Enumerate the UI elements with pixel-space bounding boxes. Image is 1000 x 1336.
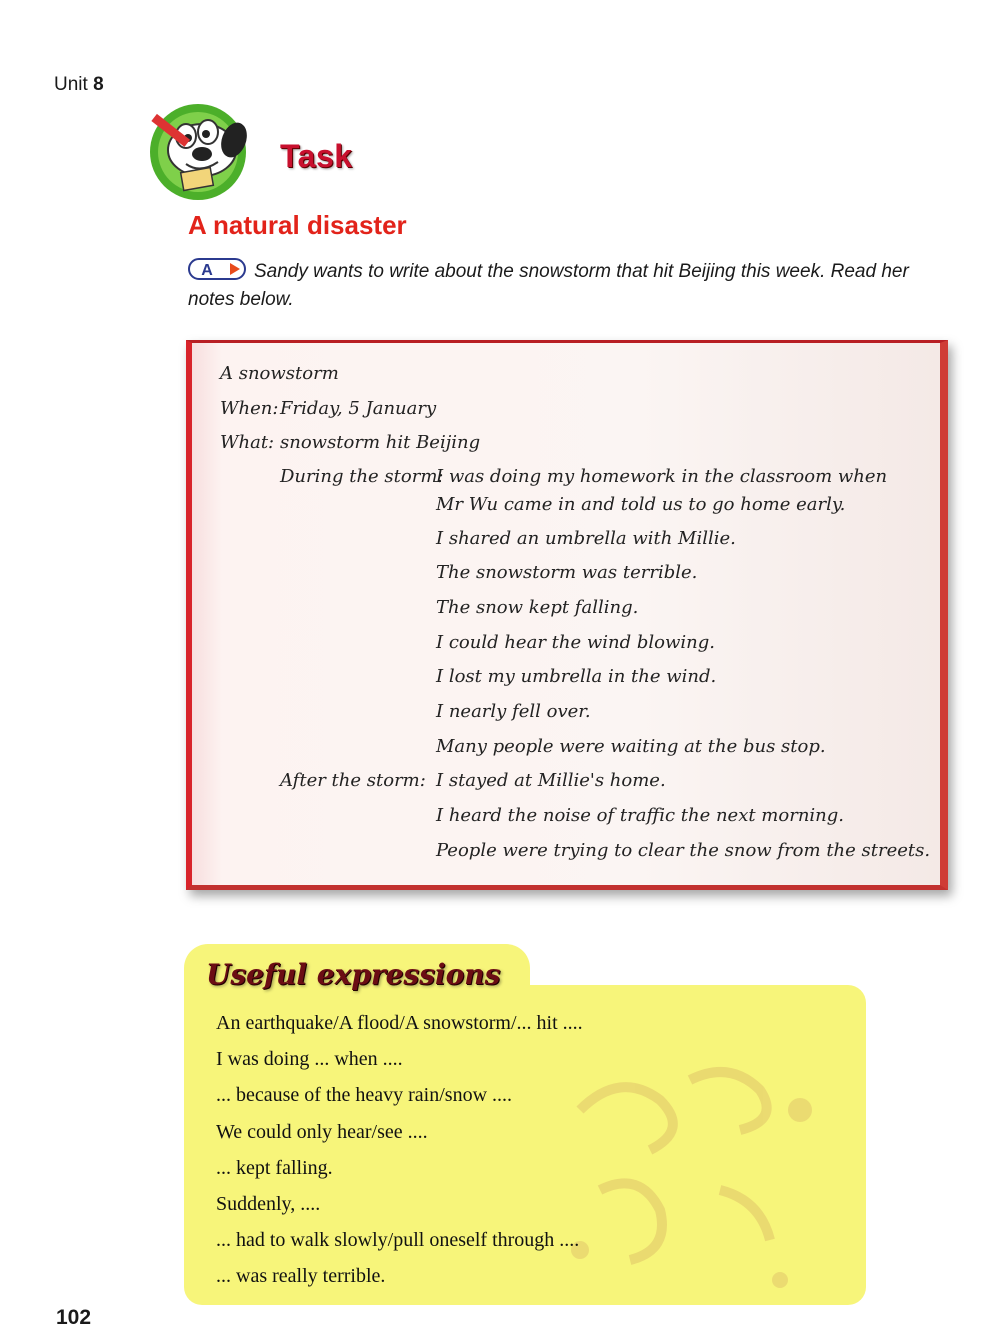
during-item: The snow kept falling. [436,597,639,618]
badge-letter: A [201,262,213,279]
unit-number: 8 [93,74,104,95]
during-item: Many people were waiting at the bus stop. [436,736,826,757]
instruction [188,258,948,314]
expression-item: I was doing ... when .... [216,1048,403,1070]
after-item: People were trying to clear the snow from the streets. [436,840,931,861]
expression-item: ... kept falling. [216,1157,333,1179]
expression-item: We could only hear/see .... [216,1121,428,1143]
unit-label-text: Unit [54,74,88,95]
during-item: I was doing my homework in the classroom when [436,466,888,487]
expression-item: ... had to walk slowly/pull oneself through .... [216,1229,580,1251]
instruction-text: Sandy wants to write about the snowstorm that hit Beijing this week. Read her notes below. [188,261,909,310]
activity-a-badge-icon [188,258,246,280]
when-label: When: [220,398,279,419]
during-label: During the storm: [280,466,444,487]
during-item: The snowstorm was terrible. [436,562,698,583]
swirl-decoration-icon [540,1050,840,1300]
what-label: What: [220,432,275,453]
when-value: Friday, 5 January [280,398,437,419]
dog-mascot-icon [142,100,266,204]
expression-item: An earthquake/A flood/A snowstorm/... hit .... [216,1012,583,1034]
section-subtitle: A natural disaster [188,210,407,240]
during-item: I lost my umbrella in the wind. [436,666,717,687]
after-item: I heard the noise of traffic the next morning. [436,805,845,826]
expression-item: ... was really terrible. [216,1265,386,1287]
useful-expressions-title: Useful expressions [206,958,501,991]
during-item: I nearly fell over. [436,701,591,722]
after-label: After the storm: [280,770,426,791]
notes-title: A snowstorm [220,363,339,384]
what-value: snowstorm hit Beijing [280,432,481,453]
notes-notebook [186,340,948,890]
expression-item: ... because of the heavy rain/snow .... [216,1084,513,1106]
during-item: Mr Wu came in and told us to go home early. [436,494,846,515]
task-title: Task [280,138,353,174]
unit-label [54,74,104,96]
expression-item: Suddenly, .... [216,1193,321,1215]
page-number: 102 [56,1306,92,1329]
after-item: I stayed at Millie's home. [436,770,666,791]
during-item: I could hear the wind blowing. [436,632,715,653]
during-item: I shared an umbrella with Millie. [436,528,736,549]
